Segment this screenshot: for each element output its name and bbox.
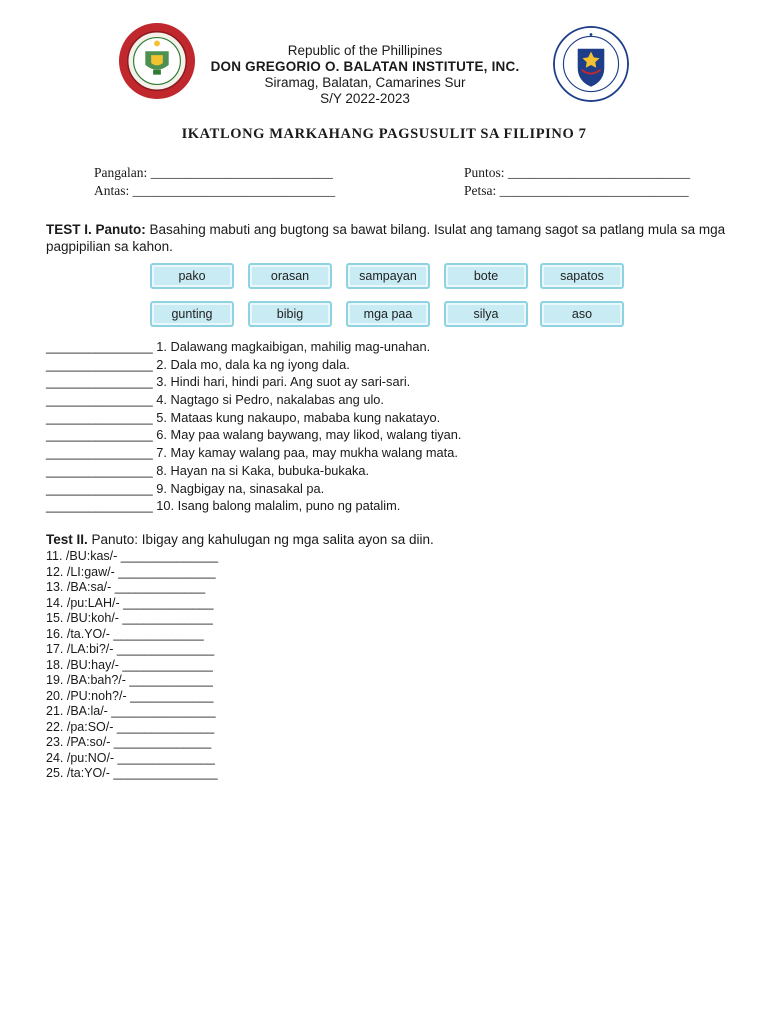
test2-item[interactable]: 21. /BA:la/- _______________ bbox=[46, 704, 216, 718]
deped-seal-logo bbox=[553, 26, 629, 102]
test2-item[interactable]: 16. /ta.YO/- _____________ bbox=[46, 626, 204, 641]
test1-label: TEST I. Panuto: bbox=[46, 222, 146, 237]
test2-item[interactable]: 13. /BA:sa/- _____________ bbox=[46, 580, 206, 594]
test2-item[interactable]: 14. /pu:LAH/- _____________ bbox=[46, 595, 214, 610]
test2-label: Test II. bbox=[46, 532, 88, 547]
test2-item[interactable]: 22. /pa:SO/- ______________ bbox=[46, 719, 215, 734]
choice-chip: bote bbox=[444, 263, 528, 289]
test2-item[interactable]: 24. /pu:NO/- ______________ bbox=[46, 750, 215, 765]
test2-item[interactable]: 18. /BU:hay/- _____________ bbox=[46, 657, 213, 672]
choice-chip: orasan bbox=[248, 263, 332, 289]
antas-field[interactable]: Antas: ______________________________ bbox=[94, 183, 336, 198]
petsa-field[interactable]: Petsa: ____________________________ bbox=[464, 183, 689, 198]
test1-items bbox=[46, 338, 461, 515]
test1-item[interactable]: _______________ 6. May paa walang baywang, may likod, walang tiyan. bbox=[46, 427, 462, 443]
pangalan-field[interactable]: Pangalan: ___________________________ bbox=[94, 165, 333, 180]
test2-text: Panuto: Ibigay ang kahulugan ng mga salita ayon sa diin. bbox=[87, 532, 434, 547]
puntos-field[interactable]: Puntos: ___________________________ bbox=[464, 165, 691, 180]
test1-item[interactable]: _______________ 1. Dalawang magkaibigan, mahilig mag-unahan. bbox=[46, 339, 431, 354]
test1-item[interactable]: _______________ 8. Hayan na si Kaka, bubuka-bukaka. bbox=[46, 462, 370, 478]
test1-instructions bbox=[46, 221, 726, 255]
test2-instructions bbox=[46, 532, 434, 547]
test1-text: Basahing mabuti ang bugtong sa bawat bilang. Isulat ang tamang sagot sa patlang mula sa mga pagpipilian sa kahon. bbox=[46, 222, 726, 254]
test1-item[interactable]: _______________ 3. Hindi hari, hindi pari. Ang suot ay sari-sari. bbox=[46, 374, 411, 390]
school-year: S/Y 2022-2023 bbox=[320, 91, 410, 106]
test1-item[interactable]: _______________ 4. Nagtago si Pedro, nakalabas ang ulo. bbox=[46, 392, 384, 408]
choice-chip: gunting bbox=[150, 301, 234, 327]
test1-item[interactable]: _______________ 7. May kamay walang paa, may mukha walang mata. bbox=[46, 445, 458, 461]
choice-chip: silya bbox=[444, 301, 528, 327]
test2-item[interactable]: 25. /ta:YO/- _______________ bbox=[46, 766, 218, 780]
test2-item[interactable]: 23. /PA:so/- ______________ bbox=[46, 735, 212, 749]
choice-chip: sapatos bbox=[540, 263, 624, 289]
school-seal-logo bbox=[118, 22, 196, 100]
test1-item[interactable]: _______________ 9. Nagbigay na, sinasakal pa. bbox=[46, 480, 325, 496]
test2-item[interactable]: 19. /BA:bah?/- ____________ bbox=[46, 673, 213, 687]
test2-item[interactable]: 17. /LA:bi?/- ______________ bbox=[46, 642, 215, 656]
choice-chip: sampayan bbox=[346, 263, 430, 289]
choice-chip: mga paa bbox=[346, 301, 430, 327]
school-address: Siramag, Balatan, Camarines Sur bbox=[264, 75, 466, 90]
exam-title: IKATLONG MARKAHANG PAGSUSULIT SA FILIPINO 7 bbox=[181, 126, 587, 142]
school-name: DON GREGORIO O. BALATAN INSTITUTE, INC. bbox=[210, 59, 520, 74]
test2-item[interactable]: 12. /LI:gaw/- ______________ bbox=[46, 564, 216, 579]
choice-chip: bibig bbox=[248, 301, 332, 327]
test2-item[interactable]: 11. /BU:kas/- ______________ bbox=[46, 549, 219, 563]
choice-chip: pako bbox=[150, 263, 234, 289]
test1-item[interactable]: _______________ 2. Dala mo, dala ka ng iyong dala. bbox=[46, 356, 350, 372]
test1-item[interactable]: _______________ 5. Mataas kung nakaupo, mababa kung nakatayo. bbox=[46, 409, 441, 425]
test2-items bbox=[46, 549, 218, 782]
test2-item[interactable]: 20. /PU:noh?/- ____________ bbox=[46, 688, 214, 703]
choice-chip: aso bbox=[540, 301, 624, 327]
school-header bbox=[200, 43, 530, 107]
republic-line: Republic of the Phillipines bbox=[287, 43, 443, 58]
test1-item[interactable]: _______________ 10. Isang balong malalim, puno ng patalim. bbox=[46, 498, 401, 514]
test2-item[interactable]: 15. /BU:koh/- _____________ bbox=[46, 611, 213, 625]
